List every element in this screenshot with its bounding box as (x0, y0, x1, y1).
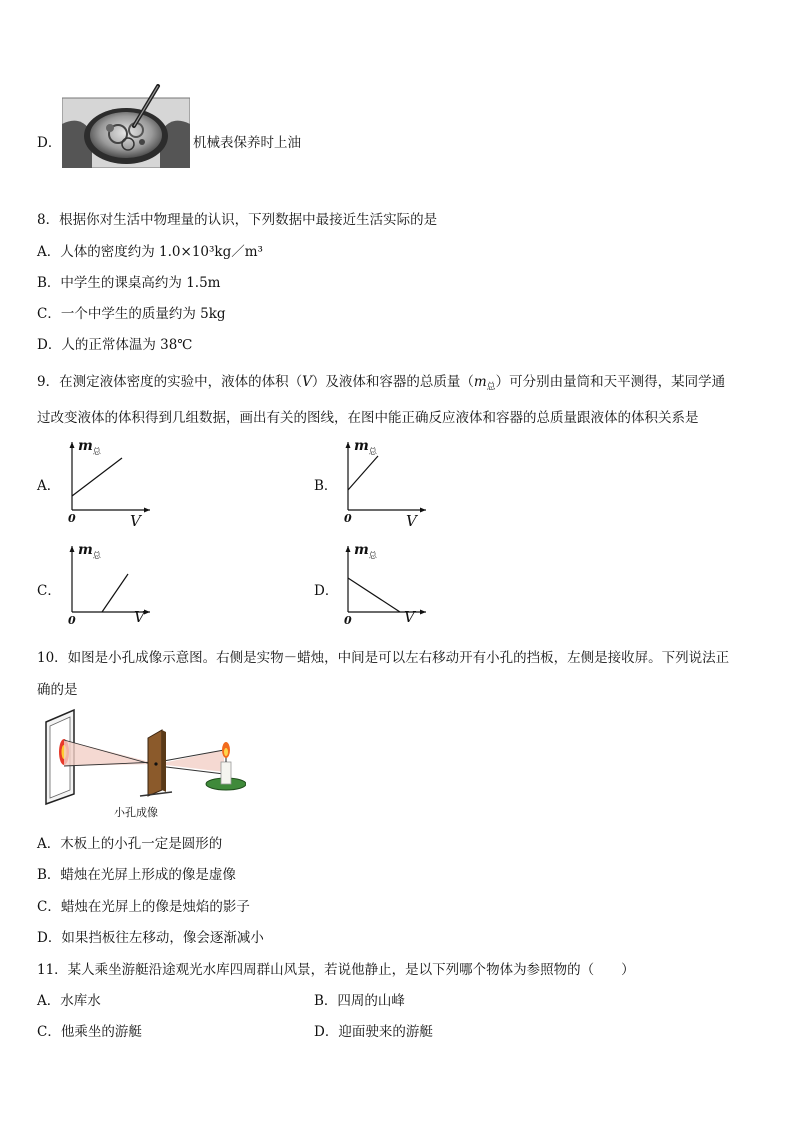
pinhole-camera-figure (40, 708, 246, 826)
q9-graph-c-line (102, 574, 128, 612)
q9-graph-d-ysub: 总 (368, 550, 377, 560)
q9-option-a-letter: A． (37, 478, 61, 494)
q9-graph-c-ylabel: m (78, 542, 93, 558)
q9-graph-a-xlabel: V (130, 512, 141, 530)
q7-option-d-letter: D． (37, 135, 62, 151)
q9-graph-b-line (348, 456, 378, 490)
q9-stem-line1: 9．在测定液体密度的实验中，液体的体积（V）及液体和容器的总质量$(m_总)$可分别由量筒和天平测得，某同学通 (37, 374, 726, 393)
q9-graph-a (62, 438, 152, 530)
q9-option-d-letter: D． (314, 583, 339, 599)
q9-graph-c-ysub: 总 (92, 550, 101, 560)
q10-option-c: C．蜡烛在光屏上的像是烛焰的影子 (37, 899, 250, 915)
q9-stem-line2: 过改变液体的体积得到几组数据，画出有关的图线，在图中能正确反应液体和容器的总质量跟液体的体积关系是 (37, 410, 699, 426)
q10-option-d: D．如果挡板往左移动，像会逐渐减小 (37, 930, 264, 946)
q7-option-d-caption: 机械表保养时上油 (193, 135, 301, 151)
q8-option-c: C．一个中学生的质量约为 5kg (37, 306, 226, 322)
q9-graph-a-line (72, 458, 122, 496)
q9-stem-v-symbol: V (302, 374, 312, 390)
pinhole-figure-caption: 小孔成像 (114, 806, 158, 819)
watch-oiling-image (62, 84, 190, 168)
q9-graph-b-ylabel: m (354, 438, 369, 454)
q9-graph-b (338, 438, 428, 530)
q11-option-c: C．他乘坐的游艇 (37, 1024, 142, 1040)
q9-graph-d (338, 542, 428, 634)
q8-stem: 8．根据你对生活中物理量的认识，下列数据中最接近生活实际的是 (37, 212, 438, 228)
q9-graph-d-ylabel: m (354, 542, 369, 558)
q9-graph-c-origin: 0 (68, 614, 76, 627)
q9-stem-m-symbol: m (473, 374, 487, 390)
q8-option-b: B．中学生的课桌高约为 1.5m (37, 275, 221, 291)
q10-stem-line1: 10．如图是小孔成像示意图。右侧是实物－蜡烛，中间是可以左右移动开有小孔的挡板，左侧是接收屏。下列说法正 (37, 650, 730, 666)
q10-option-b: B．蜡烛在光屏上形成的像是虚像 (37, 867, 236, 883)
q8-option-a: A．人体的密度约为 1.0×10³kg／m³ (37, 244, 263, 260)
q9-option-c-letter: C． (37, 583, 61, 599)
q9-graph-a-ylabel: m (78, 438, 93, 454)
q9-graph-d-xlabel: V (404, 608, 415, 626)
q11-stem: 11．某人乘坐游艇沿途观光水库四周群山风景，若说他静止，是以下列哪个物体为参照物的（ ） (37, 962, 635, 978)
q9-graph-d-origin: 0 (344, 614, 352, 627)
q11-option-d: D．迎面驶来的游艇 (314, 1024, 433, 1040)
q9-graph-b-origin: 0 (344, 512, 352, 525)
q9-graph-a-ysub: 总 (92, 446, 101, 456)
q11-option-a: A．水库水 (37, 993, 101, 1009)
q10-option-a: A．木板上的小孔一定是圆形的 (37, 836, 223, 852)
q9-graph-a-origin: 0 (68, 512, 76, 525)
q9-graph-c (62, 542, 152, 634)
q8-option-d: D．人的正常体温为 38℃ (37, 337, 193, 353)
q9-graph-b-ysub: 总 (368, 446, 377, 456)
q9-option-b-letter: B． (314, 478, 338, 494)
q9-graph-d-line (348, 578, 400, 612)
q10-stem-line2: 确的是 (37, 682, 78, 698)
q9-graph-b-xlabel: V (406, 512, 417, 530)
q9-graph-c-xlabel: V (134, 608, 145, 626)
q11-option-b: B．四周的山峰 (314, 993, 405, 1009)
